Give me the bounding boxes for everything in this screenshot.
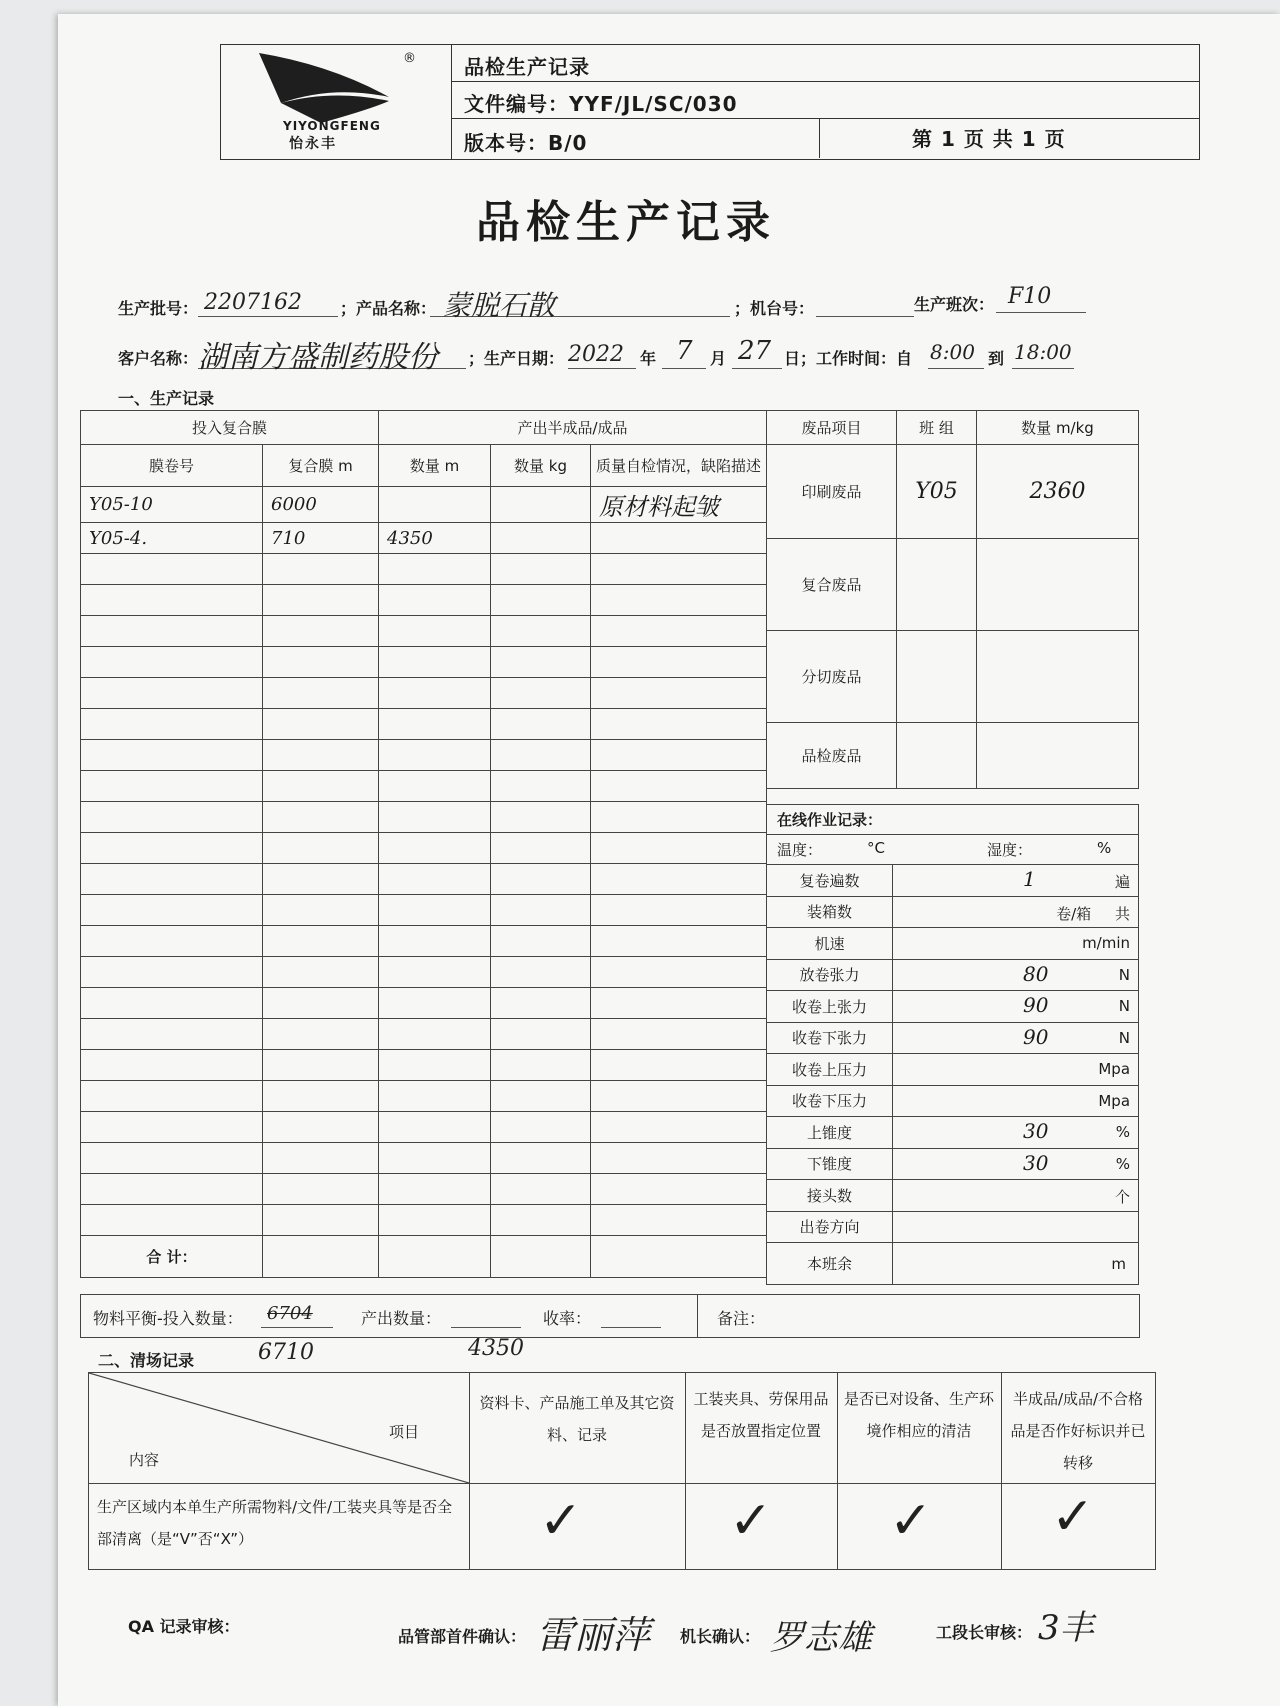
- clearance-col-1: 资料卡、产品施工单及其它资料、记录: [479, 1394, 675, 1444]
- param-value-cell: [893, 1054, 1139, 1086]
- cell-qty-m: [379, 1019, 491, 1050]
- param-label: 放卷张力: [767, 959, 893, 991]
- cell-roll-no: [81, 1205, 263, 1236]
- cell-quality: [591, 616, 767, 647]
- cell-quality: [591, 647, 767, 678]
- cell-quality: [591, 585, 767, 616]
- cell-qty-m: 4350: [379, 523, 491, 554]
- param-unit: m/min: [1082, 934, 1131, 952]
- cell-quality: [591, 926, 767, 957]
- material-balance-row: [80, 1294, 1140, 1338]
- param-value-cell: [893, 865, 1139, 897]
- cell-quality: [591, 1205, 767, 1236]
- waste-team: [897, 539, 977, 631]
- cell-qty-m: [379, 1205, 491, 1236]
- registered-mark: ®: [403, 51, 416, 66]
- cell-roll-no: [81, 1174, 263, 1205]
- to-label: 到: [988, 349, 1005, 368]
- cell-qty-kg: [491, 616, 591, 647]
- remain-label: 本班余: [767, 1243, 893, 1285]
- cell-qty-m: [379, 1143, 491, 1174]
- header-doc-name: 品检生产记录: [464, 55, 590, 79]
- cell-qty-kg: [491, 709, 591, 740]
- cell-qty-m: [379, 740, 491, 771]
- param-row: [767, 1054, 1139, 1086]
- cell-qty-m: [379, 1174, 491, 1205]
- batch-label: 生产批号：: [118, 299, 199, 318]
- cell-qty-kg: [491, 1019, 591, 1050]
- cell-quality: [591, 1174, 767, 1205]
- cell-qty-kg: [491, 1112, 591, 1143]
- cell-film-m: [263, 554, 379, 585]
- header-film-m: 复合膜 m: [263, 445, 379, 487]
- header-row-docno: [452, 82, 1199, 119]
- param-unit: N: [1118, 1028, 1131, 1047]
- check-mark-3: ✓: [889, 1491, 933, 1551]
- param-label: 复卷遍数: [767, 865, 893, 897]
- cell-roll-no: [81, 988, 263, 1019]
- cell-film-m: [263, 1174, 379, 1205]
- document-number: 文件编号：YYF/JL/SC/030: [464, 92, 738, 116]
- param-row: [767, 928, 1139, 960]
- cell-qty-m: [379, 864, 491, 895]
- balance-output-label: 产出数量：: [361, 1309, 442, 1328]
- temp-label: 温度：: [777, 841, 823, 859]
- cell-roll-no: Y05-10: [81, 487, 263, 523]
- cell-quality: [591, 1019, 767, 1050]
- cell-qty-m: [379, 585, 491, 616]
- production-row: [81, 523, 767, 554]
- cell-qty-m: [379, 554, 491, 585]
- param-value: 90: [1023, 1024, 1049, 1049]
- production-row: [81, 709, 767, 740]
- param-value-cell: [893, 1211, 1139, 1243]
- cell-roll-no: [81, 585, 263, 616]
- cell-qty-m: [379, 957, 491, 988]
- param-label: 上锥度: [767, 1117, 893, 1149]
- cell-film-m: [263, 616, 379, 647]
- qc-confirm-label: 品管部首件确认：: [398, 1627, 527, 1646]
- param-label: 下锥度: [767, 1148, 893, 1180]
- cell-film-m: 6000: [263, 487, 379, 523]
- cell-qty-kg: [491, 647, 591, 678]
- cell-film-m: [263, 895, 379, 926]
- cell-qty-kg: [491, 957, 591, 988]
- header-team: 班 组: [897, 411, 977, 445]
- cell-quality: [591, 833, 767, 864]
- param-label: 出卷方向: [767, 1211, 893, 1243]
- param-label: 收卷上张力: [767, 991, 893, 1023]
- param-unit: 遍: [1115, 873, 1131, 891]
- end-time-value: 18:00: [1014, 340, 1072, 364]
- cell-quality: [591, 771, 767, 802]
- check-mark-2: ✓: [729, 1491, 773, 1551]
- day-value: 27: [738, 336, 772, 366]
- cell-qty-kg: [491, 554, 591, 585]
- cell-quality: [591, 864, 767, 895]
- param-value: 1: [1023, 867, 1036, 891]
- header-qty-m: 数量 m: [379, 445, 491, 487]
- balance-input-value: 6710: [258, 1340, 314, 1365]
- production-row: [81, 487, 767, 523]
- param-unit: %: [1115, 1123, 1131, 1141]
- cell-quality: [591, 957, 767, 988]
- cell-qty-m: [379, 988, 491, 1019]
- header-qty-kg: 数量 kg: [491, 445, 591, 487]
- cell-roll-no: [81, 616, 263, 647]
- balance-input-label: 物料平衡-投入数量：: [93, 1309, 243, 1328]
- cell-roll-no: [81, 802, 263, 833]
- clearance-row-label: 生产区域内本单生产所需物料/文件/工装夹具等是否全部清离（是“V”否“X”）: [97, 1498, 453, 1548]
- cell-film-m: [263, 1143, 379, 1174]
- cell-roll-no: [81, 1081, 263, 1112]
- customer-label: 客户名称：: [118, 349, 199, 368]
- product-label: ；产品名称：: [340, 299, 437, 318]
- param-row: [767, 896, 1139, 928]
- document-header: [220, 44, 1200, 160]
- cell-qty-kg: [491, 678, 591, 709]
- cell-film-m: [263, 864, 379, 895]
- cell-film-m: [263, 957, 379, 988]
- clearance-item-label: 项目: [389, 1423, 420, 1441]
- cell-qty-kg: [491, 523, 591, 554]
- cell-film-m: [263, 1081, 379, 1112]
- cell-film-m: [263, 585, 379, 616]
- param-label: 装箱数: [767, 896, 893, 928]
- day-label: 日；工作时间：自: [784, 349, 913, 368]
- production-row: [81, 1205, 767, 1236]
- cell-film-m: [263, 1112, 379, 1143]
- header-output: 产出半成品/成品: [379, 411, 767, 445]
- param-value-cell: [893, 1117, 1139, 1149]
- param-row: [767, 1211, 1139, 1243]
- production-row: [81, 771, 767, 802]
- param-value-cell: [893, 1180, 1139, 1212]
- year-value: 2022: [568, 342, 624, 367]
- cell-qty-m: [379, 1050, 491, 1081]
- cell-quality: [591, 1143, 767, 1174]
- waste-item: 复合废品: [767, 539, 897, 631]
- clearance-col-2: 工装夹具、劳保用品是否放置指定位置: [693, 1390, 829, 1440]
- cell-qty-m: [379, 1081, 491, 1112]
- param-value: 30: [1023, 1119, 1049, 1143]
- temp-unit: °C: [867, 839, 885, 857]
- section-chief-signature: 3丰: [1038, 1608, 1094, 1648]
- section-production: 一、生产记录: [118, 389, 215, 408]
- clearance-col-4: 半成品/成品/不合格品是否作好标识并已转移: [1010, 1390, 1146, 1472]
- month-label: 月: [710, 349, 727, 368]
- cell-qty-m: [379, 616, 491, 647]
- check-mark-1: ✓: [539, 1491, 583, 1551]
- waste-row: [767, 631, 1139, 723]
- header-input-film: 投入复合膜: [81, 411, 379, 445]
- header-row-version: [452, 119, 1199, 158]
- param-label: 收卷下张力: [767, 1022, 893, 1054]
- waste-team: [897, 723, 977, 789]
- header-waste-item: 废品项目: [767, 411, 897, 445]
- company-logo: [221, 45, 452, 159]
- param-label: 机速: [767, 928, 893, 960]
- waste-row: [767, 445, 1139, 539]
- cell-quality: [591, 709, 767, 740]
- cell-roll-no: [81, 895, 263, 926]
- cell-qty-kg: [491, 864, 591, 895]
- cell-roll-no: [81, 1019, 263, 1050]
- cell-roll-no: [81, 1050, 263, 1081]
- cell-qty-m: [379, 926, 491, 957]
- param-unit: Mpa: [1098, 1060, 1131, 1078]
- cell-quality: [591, 1050, 767, 1081]
- cell-roll-no: [81, 1112, 263, 1143]
- page-title: 品检生产记录: [476, 197, 776, 248]
- cell-quality: [591, 554, 767, 585]
- year-label: 年: [640, 349, 657, 368]
- param-label: 收卷上压力: [767, 1054, 893, 1086]
- cell-roll-no: [81, 864, 263, 895]
- section-chief-label: 工段长审核：: [936, 1623, 1033, 1642]
- waste-qty: 2360: [977, 445, 1139, 539]
- header-roll-no: 膜卷号: [81, 445, 263, 487]
- cell-qty-kg: [491, 1143, 591, 1174]
- balance-input-struck: 6704: [267, 1303, 313, 1324]
- balance-output-value: 4350: [468, 1336, 524, 1361]
- param-value-cell: [893, 928, 1139, 960]
- production-row: [81, 647, 767, 678]
- product-value: 蒙脱石散: [443, 289, 556, 322]
- cell-roll-no: [81, 554, 263, 585]
- waste-team: [897, 631, 977, 723]
- cell-qty-kg: [491, 1050, 591, 1081]
- param-value: 30: [1023, 1150, 1049, 1175]
- cell-roll-no: [81, 678, 263, 709]
- cell-film-m: [263, 1050, 379, 1081]
- production-row: [81, 833, 767, 864]
- waste-item: 分切废品: [767, 631, 897, 723]
- production-row: [81, 1174, 767, 1205]
- param-label: 接头数: [767, 1180, 893, 1212]
- production-row: [81, 554, 767, 585]
- param-row: [767, 959, 1139, 991]
- production-row: [81, 1019, 767, 1050]
- cell-film-m: [263, 1019, 379, 1050]
- cell-roll-no: [81, 709, 263, 740]
- cell-film-m: [263, 771, 379, 802]
- cell-film-m: [263, 678, 379, 709]
- param-value-cell: [893, 1148, 1139, 1180]
- cell-film-m: [263, 926, 379, 957]
- param-row: [767, 1180, 1139, 1212]
- waste-team: Y05: [897, 445, 977, 539]
- cell-film-m: [263, 988, 379, 1019]
- production-table: [80, 410, 767, 1278]
- cell-qty-m: [379, 895, 491, 926]
- waste-item: 印刷废品: [767, 445, 897, 539]
- header-waste-qty: 数量 m/kg: [977, 411, 1139, 445]
- cell-quality: [591, 678, 767, 709]
- cell-qty-m: [379, 771, 491, 802]
- cell-quality: [591, 523, 767, 554]
- param-unit: %: [1115, 1154, 1131, 1173]
- yield-label: 收率：: [543, 1309, 592, 1328]
- waste-qty: [977, 631, 1139, 723]
- cell-qty-m: [379, 678, 491, 709]
- logo-chinese: 怡永丰: [289, 136, 337, 152]
- cell-quality: [591, 1112, 767, 1143]
- humid-label: 湿度：: [987, 841, 1033, 859]
- production-row: [81, 1112, 767, 1143]
- param-value-cell: [893, 959, 1139, 991]
- cell-roll-no: [81, 926, 263, 957]
- document-sheet: [58, 14, 1280, 1706]
- cell-roll-no: [81, 1143, 263, 1174]
- cell-roll-no: [81, 833, 263, 864]
- header-row-title: [452, 45, 1199, 82]
- cell-qty-m: [379, 709, 491, 740]
- cell-qty-kg: [491, 1081, 591, 1112]
- cell-quality: 原材料起皱: [591, 487, 767, 523]
- production-row: [81, 802, 767, 833]
- param-value-cell: [893, 1022, 1139, 1054]
- clearance-content-label: 内容: [129, 1451, 160, 1469]
- clearance-col-3: 是否已对设备、生产环境作相应的清洁: [843, 1390, 994, 1440]
- waste-table: [766, 410, 1139, 789]
- production-row: [81, 616, 767, 647]
- cell-quality: [591, 740, 767, 771]
- param-value-cell: [893, 896, 1139, 928]
- cell-film-m: [263, 802, 379, 833]
- production-row: [81, 585, 767, 616]
- production-row: [81, 926, 767, 957]
- production-row: [81, 740, 767, 771]
- cell-qty-kg: [491, 926, 591, 957]
- total-label: 合 计：: [81, 1236, 263, 1278]
- cell-qty-kg: [491, 771, 591, 802]
- remark-label: 备注：: [717, 1309, 766, 1328]
- version-number: 版本号：B/0: [464, 131, 588, 155]
- cell-qty-kg: [491, 1174, 591, 1205]
- shift-value: F10: [1008, 284, 1052, 309]
- param-row: [767, 1148, 1139, 1180]
- temp-humid-row: [767, 835, 1139, 865]
- cell-film-m: [263, 833, 379, 864]
- cell-qty-m: [379, 833, 491, 864]
- cell-roll-no: [81, 957, 263, 988]
- cell-film-m: 710: [263, 523, 379, 554]
- qa-review-label: QA 记录审核：: [128, 1617, 240, 1636]
- cell-qty-m: [379, 1112, 491, 1143]
- param-row: [767, 1117, 1139, 1149]
- cell-roll-no: Y05-4.: [81, 523, 263, 554]
- param-label: 收卷下压力: [767, 1085, 893, 1117]
- shift-label: 生产班次：: [914, 295, 995, 314]
- param-value: 80: [1023, 961, 1049, 986]
- waste-row: [767, 723, 1139, 789]
- production-row: [81, 864, 767, 895]
- cell-roll-no: [81, 647, 263, 678]
- cell-qty-m: [379, 802, 491, 833]
- cell-qty-kg: [491, 585, 591, 616]
- cell-quality: [591, 988, 767, 1019]
- date-label: ；生产日期：: [468, 349, 565, 368]
- batch-value: 2207162: [204, 290, 302, 315]
- cell-qty-kg: [491, 487, 591, 523]
- humid-unit: %: [1097, 839, 1112, 857]
- param-row: [767, 991, 1139, 1023]
- cell-roll-no: [81, 740, 263, 771]
- logo-english: YIYONGFENG: [283, 119, 381, 133]
- param-value-cell: [893, 991, 1139, 1023]
- cell-film-m: [263, 1205, 379, 1236]
- production-row: [81, 1081, 767, 1112]
- waste-row: [767, 539, 1139, 631]
- production-row: [81, 957, 767, 988]
- cell-quality: [591, 1081, 767, 1112]
- cell-qty-kg: [491, 740, 591, 771]
- waste-item: 品检废品: [767, 723, 897, 789]
- waste-qty: [977, 723, 1139, 789]
- param-value: 90: [1023, 993, 1049, 1017]
- production-row: [81, 895, 767, 926]
- section-clearance: 二、清场记录: [98, 1351, 195, 1370]
- page-number: 第 1 页 共 1 页: [912, 127, 1066, 151]
- param-unit: Mpa: [1098, 1091, 1131, 1110]
- clearance-table: [88, 1372, 1156, 1570]
- cell-qty-m: [379, 647, 491, 678]
- cell-film-m: [263, 709, 379, 740]
- param-row: [767, 1085, 1139, 1117]
- online-record-table: [766, 804, 1139, 1285]
- month-value: 7: [676, 336, 693, 366]
- production-row: [81, 988, 767, 1019]
- cell-qty-kg: [491, 1205, 591, 1236]
- captain-signature: 罗志雄: [770, 1618, 872, 1658]
- cell-qty-kg: [491, 802, 591, 833]
- production-row: [81, 678, 767, 709]
- param-unit: 个: [1115, 1188, 1131, 1206]
- customer-value: 湖南方盛制药股份: [198, 340, 438, 375]
- qc-signature: 雷丽萍: [536, 1613, 651, 1657]
- cell-quality: [591, 802, 767, 833]
- param-unit: N: [1118, 997, 1131, 1015]
- cell-quality: [591, 895, 767, 926]
- cell-qty-kg: [491, 833, 591, 864]
- remain-unit: m: [893, 1243, 1139, 1285]
- online-title: 在线作业记录：: [767, 805, 1139, 835]
- cell-qty-kg: [491, 988, 591, 1019]
- production-row: [81, 1143, 767, 1174]
- param-row: [767, 1022, 1139, 1054]
- param-unit: N: [1118, 965, 1131, 984]
- check-mark-4: ✓: [1051, 1487, 1095, 1547]
- waste-qty: [977, 539, 1139, 631]
- cell-roll-no: [81, 771, 263, 802]
- cell-film-m: [263, 647, 379, 678]
- param-row: [767, 865, 1139, 897]
- machine-label: ；机台号：: [734, 299, 815, 318]
- production-row: [81, 1050, 767, 1081]
- cell-qty-kg: [491, 895, 591, 926]
- param-value-cell: [893, 1085, 1139, 1117]
- cell-film-m: [263, 740, 379, 771]
- cell-qty-m: [379, 487, 491, 523]
- start-time-value: 8:00: [930, 340, 975, 364]
- captain-confirm-label: 机长确认：: [680, 1627, 761, 1646]
- param-unit: 卷/箱 共: [1056, 904, 1131, 923]
- header-quality: 质量自检情况，缺陷描述: [591, 445, 767, 487]
